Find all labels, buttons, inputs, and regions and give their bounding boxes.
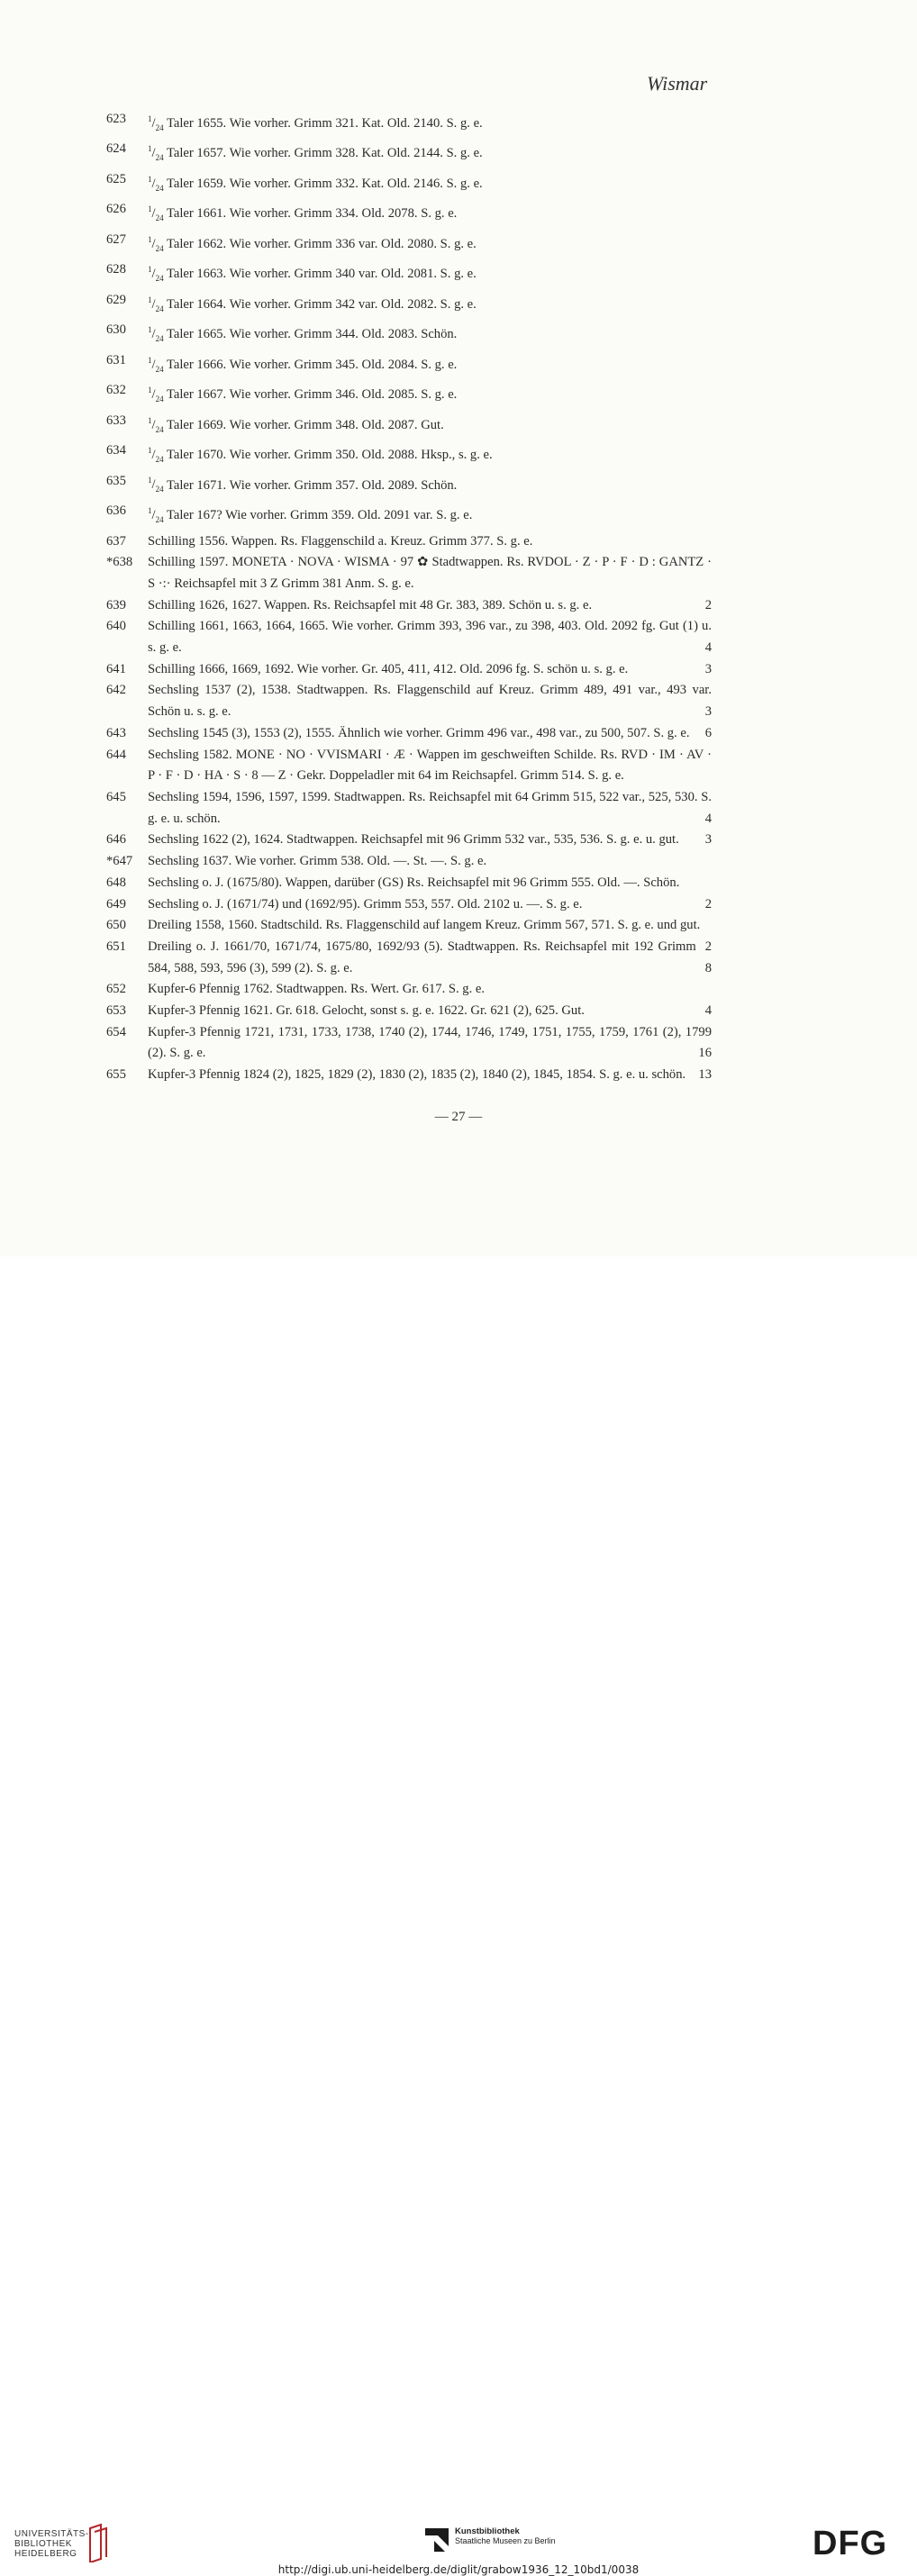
entry-description: Taler 1667. Wie vorher. Grimm 346. Old. 2085. S. g. e. (166, 387, 458, 403)
kunstbibliothek-logo-icon (425, 2528, 449, 2552)
entry-number: 650 (106, 918, 126, 933)
catalog-entry (106, 979, 712, 1001)
entry-number: 635 (106, 473, 126, 488)
entry-description: Dreiling o. J. 1661/70, 1671/74, 1675/80, 1692/93 (5). Stadtwappen. Rs. Reichsapfel mit 192 Grimm 584, 588, 593, 596 (3), 599 (2). S. g. e. (148, 939, 696, 975)
entry-text-block (148, 680, 712, 722)
entry-number: 623 (106, 112, 126, 126)
entry-description: Sechsling 1582. MONE · NO · VVISMARI · Æ · Wappen im geschweiften Schilde. Rs. RVD · IM · AV · P · F · D · HA · S · 8 — Z · Gekr. Doppeladler mit 64 im Reichsapfel. Grimm 514. S. g. e. (148, 747, 712, 784)
fraction-denominator: 24 (155, 394, 164, 404)
catalog-entry (106, 259, 712, 289)
entry-number: 641 (106, 661, 126, 676)
entry-description: Schilling 1626, 1627. Wappen. Rs. Reichsapfel mit 48 Gr. 383, 389. Schön u. s. g. e. (148, 597, 593, 612)
entry-text-block (148, 139, 712, 168)
fraction-denominator: 24 (155, 213, 164, 223)
entry-description: Kupfer-3 Pfennig 1621. Gr. 618. Gelocht, sonst s. g. e. 1622. Gr. 621 (2), 625. Gut. (148, 1003, 585, 1019)
entry-text-block (148, 501, 712, 531)
catalog-entry (106, 680, 712, 722)
entry-text-block (148, 787, 712, 830)
fraction-denominator: 24 (155, 304, 164, 313)
entry-price: 2 (704, 939, 712, 954)
entry-text-block (148, 350, 712, 380)
fraction-label: $^1/_{24}$ (148, 355, 164, 374)
catalog-entry (106, 501, 712, 531)
catalog-entry (106, 851, 712, 873)
entry-text-block (148, 851, 712, 873)
entry-text-block (148, 616, 712, 658)
entry-number: 633 (106, 413, 126, 428)
entry-price: 6 (704, 725, 712, 740)
fraction-label: $^1/_{24}$ (148, 144, 164, 163)
catalog-entry (106, 873, 712, 894)
entry-text-block (148, 873, 712, 894)
page-header-title: Wismar (647, 72, 708, 95)
entry-text-block (148, 199, 712, 229)
catalog-entry (106, 199, 712, 229)
fraction-denominator: 24 (155, 454, 164, 464)
dfg-logo: DFG (813, 2525, 888, 2562)
fraction-denominator: 24 (155, 243, 164, 253)
fraction-numerator: 1 (148, 325, 152, 335)
fraction-denominator: 24 (155, 183, 164, 193)
entry-price: 13 (698, 1067, 712, 1083)
entry-number: 625 (106, 171, 126, 186)
entry-description: Taler 1671. Wie vorher. Grimm 357. Old. 2089. Schön. (166, 477, 458, 493)
entry-number: 624 (106, 141, 126, 157)
entry-description: Taler 1662. Wie vorher. Grimm 336 var. Old. 2080. S. g. e. (166, 236, 477, 251)
entry-text-block (148, 1001, 712, 1022)
catalog-entry (106, 230, 712, 259)
fraction-label: $^1/_{24}$ (148, 234, 164, 253)
university-library-label (14, 2529, 89, 2559)
university-line: BIBLIOTHEK (14, 2539, 72, 2549)
catalog-entry (106, 1065, 712, 1086)
catalog-entry (106, 440, 712, 470)
entry-number: 648 (106, 875, 126, 890)
entry-text-block (148, 745, 712, 787)
entry-number: 629 (106, 292, 126, 307)
entry-description: Schilling 1661, 1663, 1664, 1665. Wie vorher. Grimm 393, 396 var., zu 398, 403. Old. 2092 fg. Gut (1) u. s. g. e. (148, 619, 712, 656)
catalog-entry (106, 1022, 712, 1065)
entry-number: 637 (106, 533, 126, 549)
university-line: UNIVERSITÄTS- (14, 2529, 89, 2539)
catalog-entry (106, 411, 712, 440)
entry-text-block (148, 1022, 712, 1065)
entry-number: 634 (106, 443, 126, 458)
catalog-entry (106, 830, 712, 851)
fraction-numerator: 1 (148, 506, 152, 516)
entry-text-block (148, 894, 712, 916)
catalog-entry (106, 471, 712, 501)
entry-description: Kupfer-6 Pfennig 1762. Stadtwappen. Rs. Wert. Gr. 617. S. g. e. (148, 982, 486, 997)
fraction-label: $^1/_{24}$ (148, 446, 164, 464)
fraction-numerator: 1 (148, 144, 152, 154)
entry-number: 636 (106, 503, 126, 519)
entry-description: Kupfer-3 Pfennig 1824 (2), 1825, 1829 (2), 1830 (2), 1835 (2), 1840 (2), 1845, 1854. S. g. e. u. schön. (148, 1067, 686, 1083)
entry-description: Sechsling 1594, 1596, 1597, 1599. Stadtwappen. Rs. Reichsapfel mit 64 Grimm 515, 522 var., 525, 530. S. g. e. u. schön. (148, 790, 712, 826)
entry-description: Taler 1657. Wie vorher. Grimm 328. Kat. Old. 2144. S. g. e. (166, 146, 483, 161)
fraction-label: $^1/_{24}$ (148, 506, 164, 524)
entry-text-block (148, 380, 712, 410)
entry-price: 3 (704, 832, 712, 848)
entry-number: 628 (106, 262, 126, 277)
entry-number: 640 (106, 619, 126, 634)
entry-text-block (148, 259, 712, 289)
entry-price: 2 (704, 896, 712, 912)
fraction-numerator: 1 (148, 415, 152, 425)
entry-text-block (148, 230, 712, 259)
entry-description: Sechsling o. J. (1675/80). Wappen, darüber (GS) Rs. Reichsapfel mit 96 Grimm 555. Old. —. Schön. (148, 875, 680, 890)
entry-number: 643 (106, 725, 126, 740)
catalog-entry (106, 380, 712, 410)
entry-number: 631 (106, 352, 126, 367)
entry-number: 642 (106, 683, 126, 698)
entry-description: Dreiling 1558, 1560. Stadtschild. Rs. Flaggenschild auf langem Kreuz. Grimm 567, 571. S. g. e. und gut. (148, 918, 701, 933)
fraction-label: $^1/_{24}$ (148, 265, 164, 284)
entry-description: Taler 1665. Wie vorher. Grimm 344. Old. 2083. Schön. (166, 327, 458, 342)
fraction-denominator: 24 (155, 122, 164, 132)
entry-description: Sechsling 1545 (3), 1553 (2), 1555. Ähnlich wie vorher. Grimm 496 var., 498 var., zu 500, 507. S. g. e. (148, 725, 690, 740)
catalog-entry (106, 937, 712, 979)
fraction-label: $^1/_{24}$ (148, 415, 164, 434)
catalog-entry (106, 894, 712, 916)
fraction-label: $^1/_{24}$ (148, 204, 164, 223)
fraction-denominator: 24 (155, 334, 164, 344)
entry-description: Taler 1659. Wie vorher. Grimm 332. Kat. Old. 2146. S. g. e. (166, 176, 483, 191)
entry-text-block (148, 320, 712, 349)
fraction-label: $^1/_{24}$ (148, 174, 164, 193)
entry-text-block (148, 723, 712, 745)
page-number: — 27 — (434, 1110, 483, 1124)
entry-price: 2 (704, 597, 712, 612)
catalog-entry (106, 290, 712, 320)
university-logo-icon (86, 2523, 110, 2562)
entry-text-block (148, 915, 712, 954)
fraction-numerator: 1 (148, 204, 152, 214)
fraction-denominator: 24 (155, 274, 164, 284)
entry-description: Taler 1670. Wie vorher. Grimm 350. Old. 2088. Hksp., s. g. e. (166, 448, 493, 463)
entry-number: 655 (106, 1067, 126, 1083)
entry-description: Taler 1655. Wie vorher. Grimm 321. Kat. Old. 2140. S. g. e. (166, 115, 483, 131)
fraction-numerator: 1 (148, 385, 152, 395)
entry-description: Taler 1664. Wie vorher. Grimm 342 var. Old. 2082. S. g. e. (166, 296, 477, 312)
fraction-label: $^1/_{24}$ (148, 295, 164, 313)
entry-number: 649 (106, 896, 126, 912)
entry-description: Sechsling 1637. Wie vorher. Grimm 538. Old. —. St. —. S. g. e. (148, 854, 487, 869)
entry-text-block (148, 471, 712, 501)
entry-number: *647 (106, 854, 133, 869)
entry-text-block (148, 937, 712, 979)
entry-number: 645 (106, 790, 126, 804)
fraction-numerator: 1 (148, 476, 152, 485)
kunstbibliothek-label (455, 2526, 556, 2546)
fraction-label: $^1/_{24}$ (148, 385, 164, 404)
entry-text-block (148, 411, 712, 440)
entry-text-block (148, 109, 712, 139)
entry-description: Sechsling o. J. (1671/74) und (1692/95). Grimm 553, 557. Old. 2102 u. —. S. g. e. (148, 896, 583, 912)
entry-price: 4 (704, 1003, 712, 1019)
catalog-entry (106, 139, 712, 168)
fraction-denominator: 24 (155, 153, 164, 163)
fraction-numerator: 1 (148, 174, 152, 184)
fraction-numerator: 1 (148, 234, 152, 244)
fraction-label: $^1/_{24}$ (148, 325, 164, 344)
university-line: HEIDELBERG (14, 2549, 77, 2559)
entry-text-block (148, 552, 712, 594)
entry-number: 646 (106, 832, 126, 848)
entry-text-block (148, 830, 712, 851)
entry-text-block (148, 440, 712, 470)
fraction-denominator: 24 (155, 514, 164, 524)
entry-number: 630 (106, 322, 126, 338)
catalog-entries (106, 109, 712, 1086)
entry-text-block (148, 659, 712, 681)
fraction-denominator: 24 (155, 485, 164, 494)
catalog-entry (106, 595, 712, 617)
entry-number: 639 (106, 597, 126, 612)
entry-text-block (148, 1065, 712, 1086)
entry-number: 627 (106, 231, 126, 247)
footer-bar (0, 1256, 917, 2576)
entry-description: Taler 167? Wie vorher. Grimm 359. Old. 2091 var. S. g. e. (166, 507, 473, 522)
library-subtitle: Staatliche Museen zu Berlin (455, 2536, 556, 2545)
entry-number: 632 (106, 383, 126, 398)
entry-number: 651 (106, 939, 126, 954)
entry-description: Schilling 1597. MONETA · NOVA · WISMA · 97 ✿ Stadtwappen. Rs. RVDOL · Z · P · F · D : GANTZ · S ·:· Reichsapfel mit 3 Z Grimm 381 Anm. S. g. e. (148, 555, 712, 591)
entry-number: 644 (106, 747, 126, 762)
fraction-denominator: 24 (155, 424, 164, 434)
fraction-numerator: 1 (148, 114, 152, 123)
catalog-entry (106, 552, 712, 594)
entry-description: Schilling 1556. Wappen. Rs. Flaggenschild a. Kreuz. Grimm 377. S. g. e. (148, 533, 533, 549)
entry-description: Sechsling 1537 (2), 1538. Stadtwappen. Rs. Flaggenschild auf Kreuz. Grimm 489, 491 var., 493 var. Schön u. s. g. e. (148, 683, 712, 720)
document-page (0, 0, 917, 1256)
fraction-label: $^1/_{24}$ (148, 114, 164, 132)
catalog-entry (106, 787, 712, 830)
fraction-numerator: 1 (148, 446, 152, 456)
entry-description: Schilling 1666, 1669, 1692. Wie vorher. Gr. 405, 411, 412. Old. 2096 fg. S. schön u. s. g. e. (148, 661, 629, 676)
entry-description: Taler 1669. Wie vorher. Grimm 348. Old. 2087. Gut. (166, 417, 444, 432)
fraction-denominator: 24 (155, 364, 164, 374)
entry-price: 4 (704, 811, 712, 826)
entry-number: 653 (106, 1003, 126, 1019)
entry-text-block (148, 979, 712, 1001)
fraction-numerator: 1 (148, 355, 152, 365)
entry-description: Kupfer-3 Pfennig 1721, 1731, 1733, 1738, 1740 (2), 1744, 1746, 1749, 1751, 1755, 1759, 1761 (2), 1799 (2). S. g. e. (148, 1024, 712, 1061)
entry-number: *638 (106, 555, 133, 570)
catalog-entry (106, 109, 712, 139)
entry-price: 16 (698, 1046, 712, 1061)
entry-number: 654 (106, 1024, 126, 1039)
catalog-entry (106, 723, 712, 745)
catalog-entry (106, 659, 712, 681)
catalog-entry (106, 745, 712, 787)
entry-price: 3 (704, 704, 712, 720)
catalog-entry (106, 616, 712, 658)
entry-description: Sechsling 1622 (2), 1624. Stadtwappen. Reichsapfel mit 96 Grimm 532 var., 535, 536. S. g. e. u. gut. (148, 832, 679, 848)
catalog-entry (106, 169, 712, 199)
entry-text-block (148, 595, 712, 617)
entry-price: 4 (704, 640, 712, 656)
fraction-numerator: 1 (148, 265, 152, 275)
entry-price: 8 (704, 960, 712, 975)
fraction-numerator: 1 (148, 295, 152, 304)
fraction-label: $^1/_{24}$ (148, 476, 164, 494)
catalog-entry (106, 1001, 712, 1022)
library-name: Kunstbibliothek (455, 2526, 520, 2536)
entry-text-block (148, 290, 712, 320)
catalog-entry (106, 531, 712, 553)
entry-text-block (148, 169, 712, 199)
catalog-entry (106, 350, 712, 380)
source-url[interactable]: http://digi.ub.uni-heidelberg.de/diglit/grabow1936_12_10bd1/0038 (277, 2563, 640, 2576)
catalog-entry (106, 320, 712, 349)
entry-description: Taler 1666. Wie vorher. Grimm 345. Old. 2084. S. g. e. (166, 357, 458, 372)
entry-number: 652 (106, 982, 126, 997)
entry-text-block (148, 531, 712, 553)
entry-description: Taler 1663. Wie vorher. Grimm 340 var. Old. 2081. S. g. e. (166, 267, 477, 282)
entry-number: 626 (106, 202, 126, 217)
entry-price: 3 (704, 661, 712, 676)
entry-description: Taler 1661. Wie vorher. Grimm 334. Old. 2078. S. g. e. (166, 206, 458, 222)
